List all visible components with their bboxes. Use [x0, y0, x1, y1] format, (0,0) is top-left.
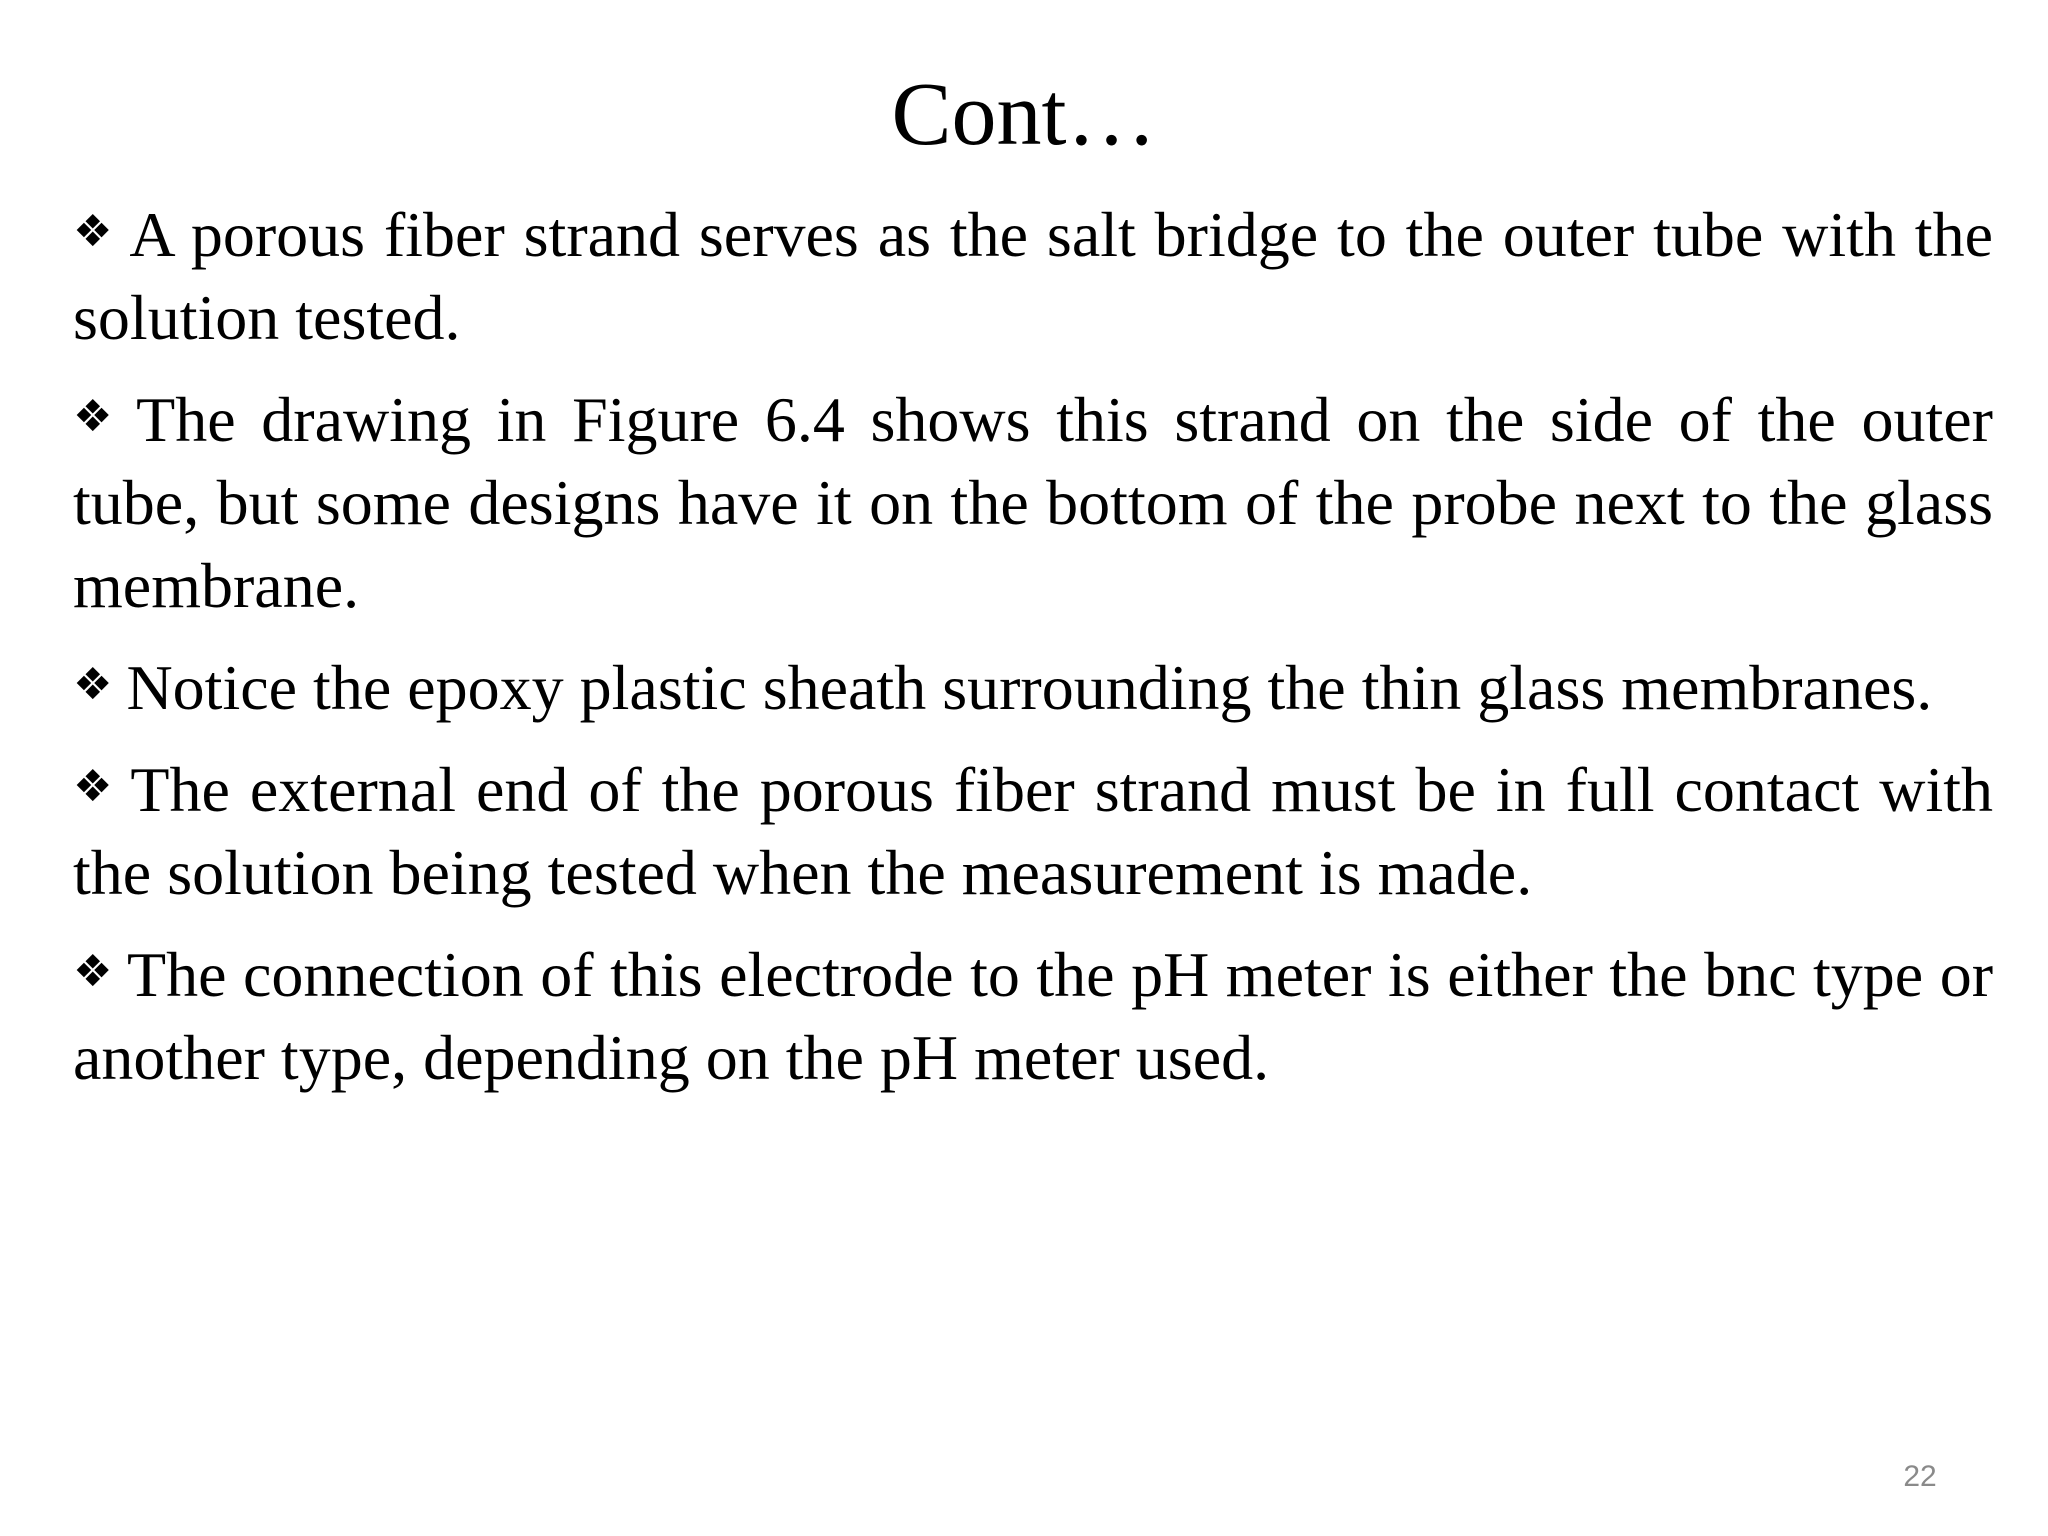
bullet-item	[73, 643, 1993, 729]
bullet-item	[73, 375, 1993, 627]
diamond-bullet-icon: ❖	[73, 206, 116, 257]
bullet-text: Notice the epoxy plastic sheath surrounding the thin glass membranes.	[126, 652, 1933, 723]
bullet-text: A porous fiber strand serves as the salt bridge to the outer tube with the solution tested.	[73, 199, 1993, 353]
diamond-bullet-icon: ❖	[73, 391, 123, 442]
bullet-item	[73, 745, 1993, 914]
bullet-text: The external end of the porous fiber strand must be in full contact with the solution being tested when the measurement is made.	[73, 754, 1994, 908]
page-number: 22	[1903, 1460, 1937, 1493]
bullet-text: The connection of this electrode to the pH meter is either the bnc type or another type, depending on the pH meter used.	[73, 939, 1994, 1093]
diamond-bullet-icon: ❖	[73, 946, 113, 997]
slide-title: Cont…	[891, 65, 1157, 164]
bullet-text: The drawing in Figure 6.4 shows this strand on the side of the outer tube, but some designs have it on the bottom of the probe next to the glass membrane.	[73, 384, 1993, 621]
bullet-list	[73, 190, 1993, 1115]
diamond-bullet-icon: ❖	[73, 659, 113, 710]
bullet-item	[73, 930, 1993, 1099]
diamond-bullet-icon: ❖	[73, 761, 117, 812]
bullet-item	[73, 190, 1993, 359]
